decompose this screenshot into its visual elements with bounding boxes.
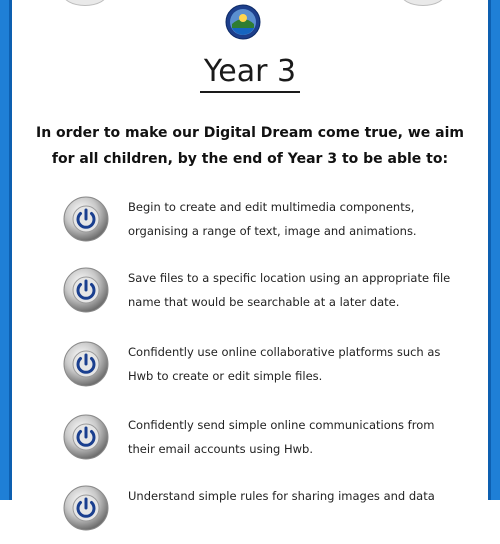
power-button-icon bbox=[62, 195, 110, 243]
title-text: Year 3 bbox=[200, 54, 300, 93]
goal-text: Save files to a specific location using an appropriate file name that would be searchable at a later date. bbox=[128, 271, 451, 309]
school-crest-logo bbox=[225, 4, 261, 40]
goal-text: Begin to create and edit multimedia components, organising a range of text, image and animations. bbox=[128, 200, 417, 238]
power-button-icon bbox=[62, 340, 110, 388]
goal-item bbox=[62, 195, 462, 255]
top-left-decoration bbox=[62, 0, 108, 6]
intro-text: In order to make our Digital Dream come true, we aim for all children, by the end of Year 3 to be able to: bbox=[36, 125, 464, 167]
goal-text: Confidently send simple online communications from their email accounts using Hwb. bbox=[128, 418, 435, 456]
goal-text: Confidently use online collaborative platforms such as Hwb to create or edit simple files. bbox=[128, 345, 441, 383]
goal-item bbox=[62, 484, 462, 544]
power-button-icon bbox=[62, 484, 110, 532]
goal-item bbox=[62, 266, 462, 326]
goal-text: Understand simple rules for sharing images and data bbox=[128, 489, 435, 503]
page-title bbox=[0, 54, 500, 89]
power-button-icon bbox=[62, 413, 110, 461]
goal-item bbox=[62, 413, 462, 473]
top-right-decoration bbox=[400, 0, 446, 6]
goal-item bbox=[62, 340, 462, 400]
power-button-icon bbox=[62, 266, 110, 314]
